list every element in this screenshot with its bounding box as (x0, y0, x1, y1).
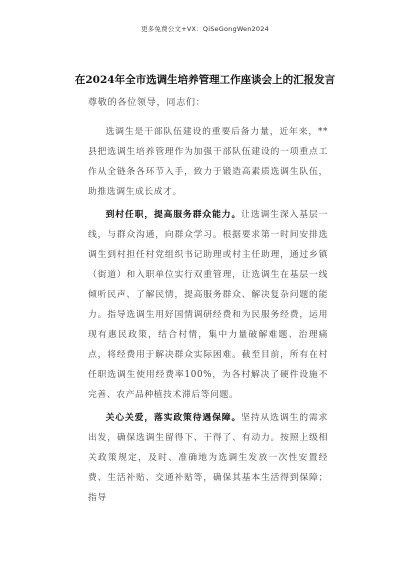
header-note: 更多免费公文+VX：QiSeGongWen2024 (141, 25, 269, 33)
greeting: 尊敬的各位领导，同志们： (88, 98, 206, 108)
paragraph-village-service (88, 205, 328, 405)
paragraph-care-support (88, 408, 328, 508)
paragraph-lead: 到村任职，提高服务群众能力。 (105, 210, 242, 220)
document-title: 在2024年全市选调生培养管理工作座谈会上的汇报发言 (74, 74, 336, 86)
document-body (88, 94, 328, 511)
paragraph-intro (88, 122, 328, 202)
paragraph-text: 坚持从选调生的需求出发，确保选调生留得下、干得了、有动力。按照上级相关政策规定，及时、准确地为选调生发放一次性安置经费、生活补贴、交通补贴等，确保其基本生活得到保障；指导 (88, 413, 328, 503)
paragraph-text: 让选调生深入基层一线，与群众沟通，向群众学习。根据要求第一时间安排选调生到村担任村党组织书记助理或村主任助理，通过乡镇（街道）和入职单位实行双重管理，让选调生在基层一线倾听民声、了解民情，提高服务群众、解决复杂问题的能力。指导选调生用好国情调研经费和为民服务经费，运用现有惠民政策，结合村情，集中力量破解难题、治理痛点，将经费用于解决群众实际困难。截至目前，所有在村任职选调生使用经费率100%，为各村解决了硬件设施不完善、农产品种植技术滞后等问题。 (88, 210, 328, 400)
paragraph-lead: 关心关爱，落实政策待遇保障。 (105, 413, 242, 423)
paragraph-text: 选调生是干部队伍建设的重要后备力量，近年来，**县把选调生培养管理作为加强干部队伍建设的一项重点工作从全链条各环节入手，致力于锻造高素质选调生队伍，助推选调生成长成才。 (88, 127, 328, 197)
